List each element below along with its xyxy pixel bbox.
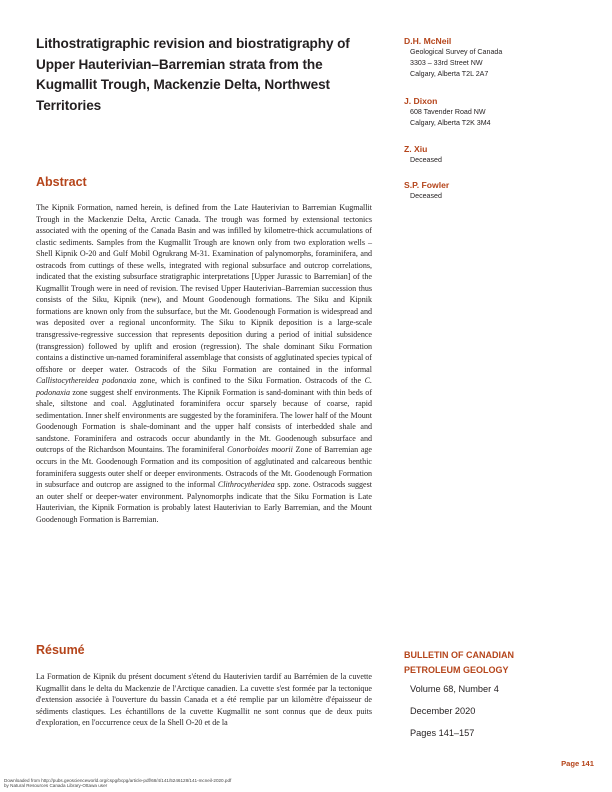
- resume-heading: Résumé: [36, 643, 85, 657]
- author-name: S.P. Fowler: [404, 180, 450, 190]
- download-user: by Natural Resources Canada Library-Ottawa user: [4, 783, 108, 789]
- journal-date: December 2020: [410, 706, 476, 716]
- author-block: [404, 144, 584, 166]
- abstract-heading: Abstract: [36, 175, 87, 189]
- author-status: Deceased: [410, 192, 442, 200]
- taxon-name: Callistocythereidea podonaxia: [36, 376, 137, 386]
- author-status: Deceased: [410, 156, 442, 164]
- author-address: Calgary, Alberta T2L 2A7: [410, 69, 489, 78]
- article-header: [36, 34, 372, 116]
- taxon-name: C. podonaxia: [36, 376, 372, 397]
- taxon-name: Clithrocytheridea: [217, 480, 275, 490]
- author-block: [404, 36, 584, 79]
- abstract-part: zone suggest shelf environments. The Kipnik Formation is sand-dominant with thin beds of shale, siltstone and coal. Agglutinated foraminifera occur sparsely because of coarse, rapid sedimentation. Inner shelf environments are suggested by the foraminifera. The lower half of the Mount Goodenough Formation is shale-dominant and the upper half consists of interbedded shale and sandstone. Foraminifera and ostracods occur abundantly in the Mt. Goodenough subsurface and outcrops of the Richardson Mountains. The foraminiferal: [36, 387, 372, 455]
- abstract-part: The Kipnik Formation, named herein, is defined from the Late Hauterivian to Barremian Kugmallit Trough in the Mackenzie Delta, Arctic Canada. The trough was formed by extensional tectonics associated with the opening of the Canada Basin and was infilled by kilometre-thick accumulations of clastic sediments. Samples from the Kugmallit Trough are known only from two exploration wells – Shell Kipnik O-20 and Gulf Mobil Ogrukrang M-31. Examination of palynomorphs, foraminifera, and ostracods from cuttings of these wells, integrated with regional subsurface and outcrop correlations, indicated that the existing subsurface stratigraphic interpretations [Upper Jurassic to Barremian] of the Kugmallit Trough were in need of revision. The revised Upper Hauterivian–Barremian succession thus consists of the Siku, Kipnik (new), and Mount Goodenough formations. The Siku and Kipnik formations are known only from the subsurface, but the Mt. Goodenough Formation is widespread and was deposited over a regional unconformity. The Siku to Kipnik deposition is a large-scale transgressive-regressive succession that represents deposition during a period of initial subsidence (transgression) followed by uplift and erosion (regression). The shale dominant Siku Formation contains a distinctive un-named foraminiferal assemblage that consists of agglutinated species typical of offshore or deeper water. Ostracods of the Siku Formation are contained in the informal: [36, 203, 372, 374]
- article-title: Lithostratigraphic revision and biostratigraphy of Upper Hauterivian–Barremian strata from the Kugmallit Trough, Mackenzie Delta, Northwest Territories: [36, 36, 350, 113]
- page-number: Page 141: [561, 759, 594, 768]
- journal-name: BULLETIN OF CANADIAN: [404, 650, 514, 660]
- author-address: Calgary, Alberta T2K 3M4: [410, 118, 491, 127]
- resume-text: La Formation de Kipnik du présent document s'étend du Hauterivien tardif au Barrémien de la cuvette Kugmallit dans le delta du Mackenzie de l'Arctique canadien. La cuvette s'est formée par la tectonique d'extension associée à l'ouverture du bassin Canada et a été remplie par un kilomètre d'épaisseur de sédiments clastiques. Les échantillons de la cuvette Kugmallit ne sont connus que de deux puits d'exploration, en l'occurrence ceux de la Shell O-20 et de la: [36, 672, 372, 728]
- abstract-part: zone, which is confined to the Siku Formation. Ostracods of the: [136, 376, 365, 386]
- author-block: [404, 96, 584, 129]
- abstract-text: [36, 202, 372, 525]
- author-affiliation: Geological Survey of Canada: [410, 48, 503, 56]
- author-address: 3303 – 33rd Street NW: [410, 58, 483, 67]
- author-address: 608 Tavender Road NW: [410, 108, 486, 116]
- author-block: [404, 180, 584, 202]
- download-url: Downloaded from http://pubs.geoscienceworld.org/cspg/bcpg/article-pdf/68/4/141/5246128/141-mcneil-2020.pdf: [4, 778, 232, 783]
- abstract-part: spp. zone. Ostracods suggest an outer shelf or deeper-water environment. Palynomorphs indicate that the Siku Formation is Late Hauterivian, the Kipnik Formation is probably latest Hauterivian to Early Barremian, and the Mount Goodenough Formation is Barremian.: [36, 480, 372, 524]
- download-notice: [4, 778, 231, 789]
- abstract-part: Zone of Barremian age occurs in the Mt. Goodenough Formation and its composition of agglutinated and calcareous benthic foraminifera suggests outer shelf or deeper environments. Ostracods of the Mt. Goodenough Formation in subsurface and outcrop are assigned to the informal: [36, 445, 372, 490]
- journal-pages: Pages 141–157: [410, 728, 475, 738]
- journal-info: [404, 648, 584, 744]
- author-name: Z. Xiu: [404, 144, 428, 154]
- journal-name: PETROLEUM GEOLOGY: [404, 665, 509, 675]
- taxon-name: Conorboides moorii: [227, 445, 293, 455]
- author-name: D.H. McNeil: [404, 36, 452, 46]
- author-name: J. Dixon: [404, 96, 438, 106]
- journal-volume: Volume 68, Number 4: [410, 684, 499, 694]
